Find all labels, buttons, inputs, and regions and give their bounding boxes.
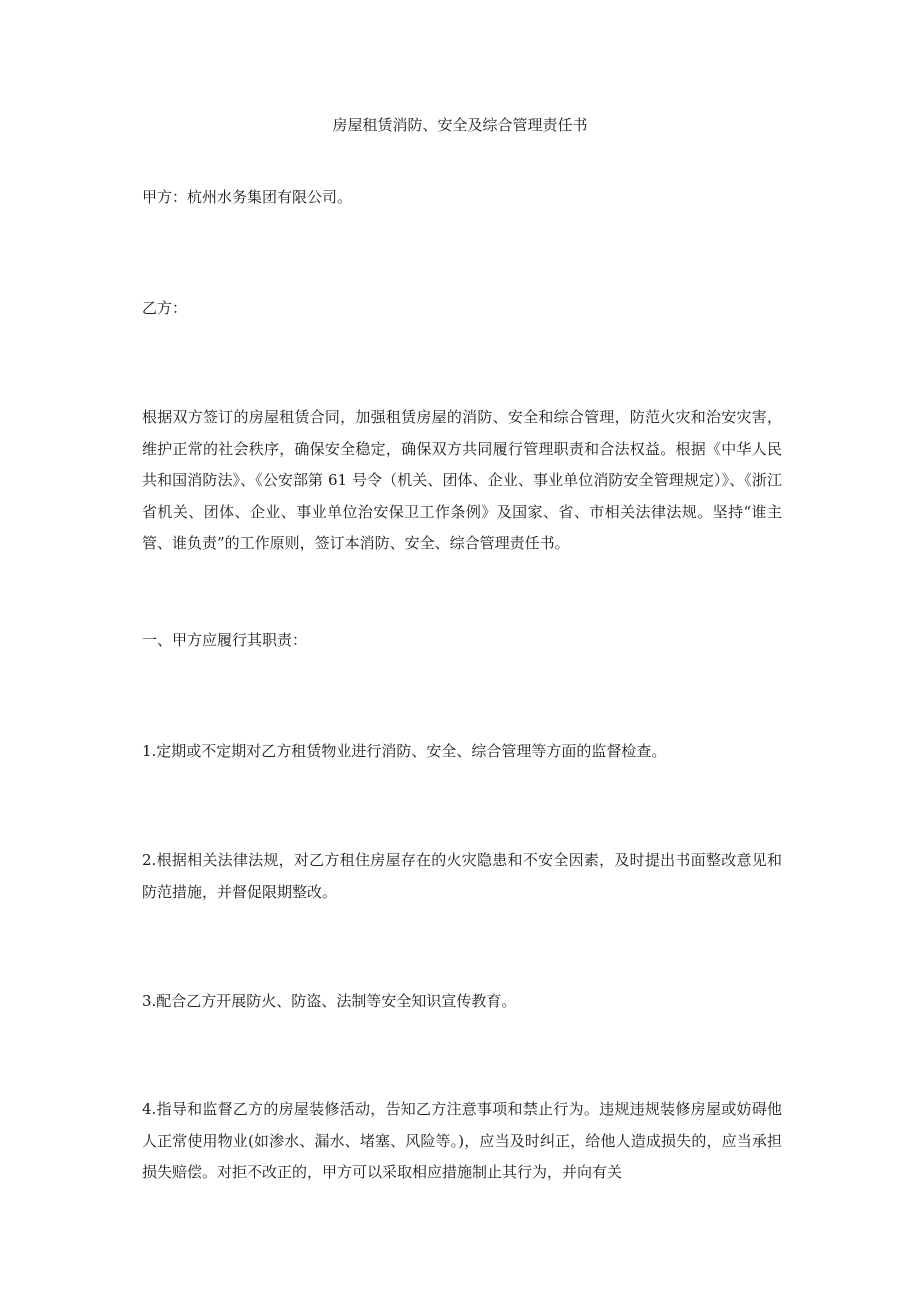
duty-item-1: 1.定期或不定期对乙方租赁物业进行消防、安全、综合管理等方面的监督检查。	[142, 742, 667, 760]
section-1-heading: 一、甲方应履行其职责：	[142, 631, 308, 649]
intro-paragraph: 根据双方签订的房屋租赁合同，加强租赁房屋的消防、安全和综合管理，防范火灾和治安灾害，维护正常的社会秩序，确保安全稳定，确保双方共同履行管理职责和合法权益。根据《中华人民共和国消防法》、《公安部第 61 号令（机关、团体、企业、事业单位消防安全管理规定）》、《浙江省机关、团体、企业、事业单位治安保卫工作条例》及国家、省、市相关法律法规。坚持“谁主管、谁负责”的工作原则，签订本消防、安全、综合管理责任书。	[142, 408, 782, 552]
document-title: 房屋租赁消防、安全及综合管理责任书	[332, 116, 588, 134]
duty-item-3: 3.配合乙方开展防火、防盗、法制等安全知识宣传教育。	[142, 992, 517, 1010]
party-b-line: 乙方：	[142, 299, 188, 317]
duty-item-2: 2.根据相关法律法规，对乙方租住房屋存在的火灾隐患和不安全因素，及时提出书面整改意见和防范措施，并督促限期整改。	[142, 851, 782, 901]
duty-item-4: 4.指导和监督乙方的房屋装修活动，告知乙方注意事项和禁止行为。违规违规装修房屋或妨碍他人正常使用物业(如渗水、漏水、堵塞、风险等。)，应当及时纠正，给他人造成损失的，应当承担损失赔偿。对拒不改正的，甲方可以采取相应措施制止其行为，并向有关	[142, 1100, 782, 1181]
party-a-line: 甲方：杭州水务集团有限公司。	[142, 188, 353, 206]
